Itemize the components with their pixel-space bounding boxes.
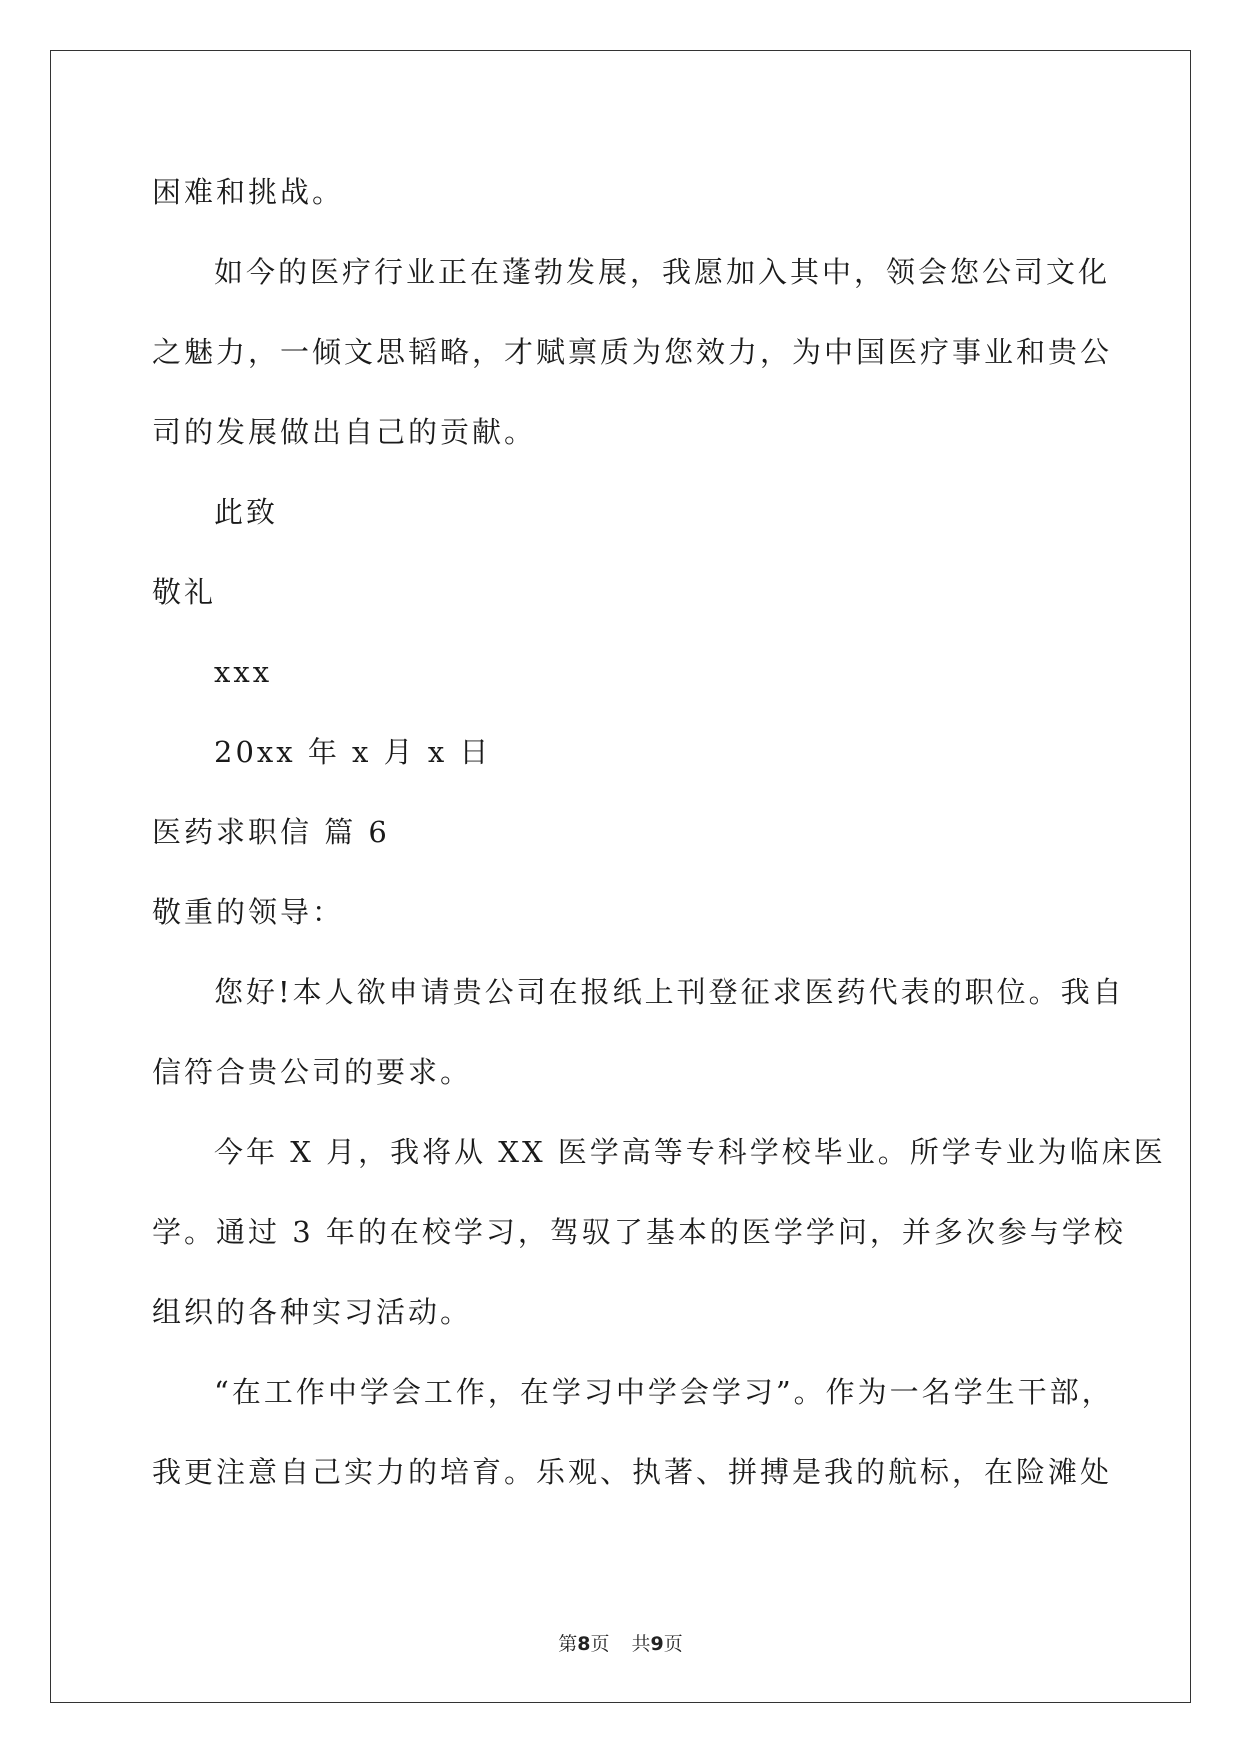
- body-line-4: 司的发展做出自己的贡献。: [152, 415, 537, 449]
- body-line-14: 学。通过 3 年的在校学习，驾驭了基本的医学学问，并多次参与学校: [152, 1215, 1126, 1249]
- footer-page-current: 8: [577, 1633, 591, 1655]
- body-line-13: 今年 X 月，我将从 XX 医学高等专科学校毕业。所学专业为临床医: [214, 1135, 1166, 1169]
- footer-page-prefix: 第: [558, 1633, 578, 1655]
- page-footer: [0, 1632, 1241, 1656]
- body-line-12: 信符合贵公司的要求。: [152, 1055, 473, 1089]
- body-line-2: 如今的医疗行业正在蓬勃发展，我愿加入其中，领会您公司文化: [214, 255, 1111, 289]
- body-line-3: 之魅力，一倾文思韬略，才赋禀质为您效力，为中国医疗事业和贵公: [152, 335, 1113, 369]
- closing-salutation: 此致: [214, 495, 279, 529]
- body-line-15: 组织的各种实习活动。: [152, 1295, 473, 1329]
- body-line-11: 您好!本人欲申请贵公司在报纸上刊登征求医药代表的职位。我自: [214, 975, 1125, 1009]
- footer-total-prefix: 共: [631, 1633, 651, 1655]
- body-line-1: 困难和挑战。: [152, 175, 345, 209]
- greeting: 敬重的领导：: [152, 895, 345, 929]
- signature-date: 20xx 年 x 月 x 日: [214, 735, 492, 769]
- footer-page-total: 9: [650, 1633, 664, 1655]
- section-title: 医药求职信 篇 6: [152, 815, 390, 849]
- signature-name: xxx: [214, 655, 273, 689]
- footer-page-suffix: 页: [590, 1633, 610, 1655]
- body-line-17: 我更注意自己实力的培育。乐观、执著、拼搏是我的航标，在险滩处: [152, 1455, 1113, 1489]
- closing-respect: 敬礼: [152, 575, 217, 609]
- body-line-16: “在工作中学会工作，在学习中学会学习”。作为一名学生干部，: [214, 1375, 1114, 1409]
- footer-total-suffix: 页: [663, 1633, 683, 1655]
